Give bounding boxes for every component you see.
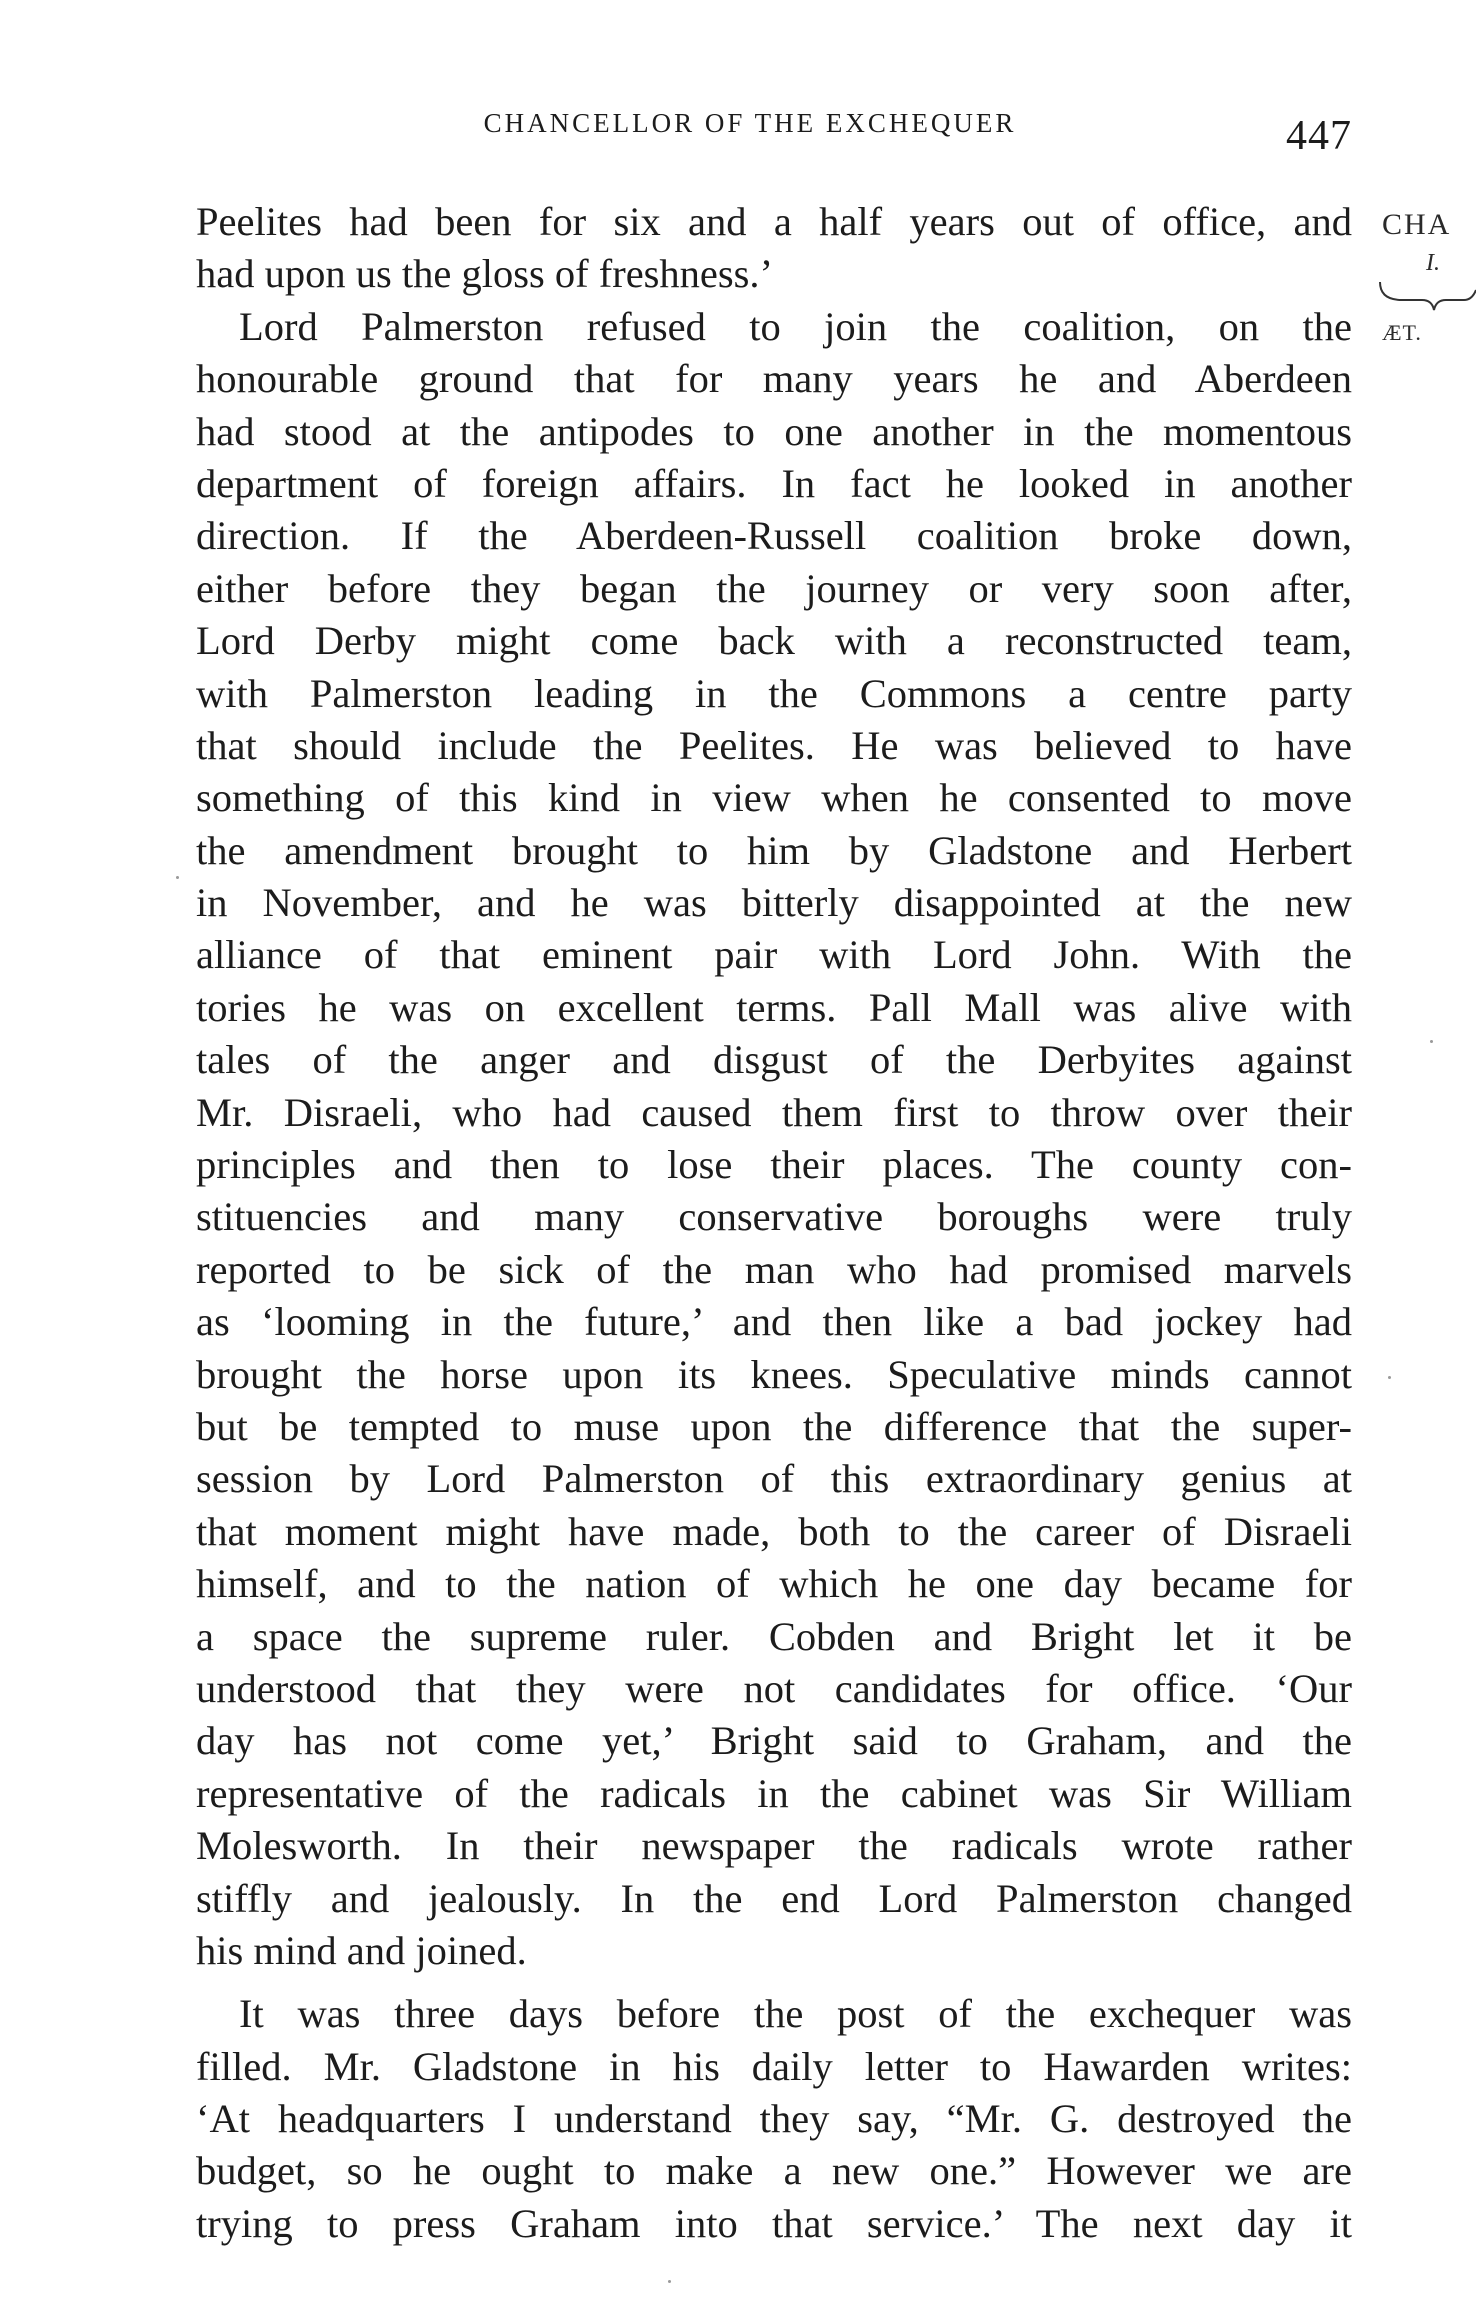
page-number: 447: [1286, 113, 1352, 159]
text-line: something of this kind in view when he consented to move: [196, 775, 1352, 821]
text-line: that moment might have made, both to the career of Disraeli: [196, 1508, 1352, 1554]
text-line: budget, so he ought to make a new one.” However we are: [196, 2148, 1352, 2194]
text-line: stituencies and many conservative boroughs were truly: [196, 1194, 1352, 1240]
running-title: CHANCELLOR OF THE EXCHEQUER: [483, 108, 1017, 138]
running-head: [196, 108, 1352, 168]
text-line: direction. If the Aberdeen-Russell coalition broke down,: [196, 513, 1352, 559]
text-line: either before they began the journey or very soon after,: [196, 565, 1352, 611]
text-line: in November, and he was bitterly disappointed at the new: [196, 880, 1352, 926]
margin-brace-icon: [1372, 280, 1476, 320]
text-line: stiffly and jealously. In the end Lord Palmerston changed: [196, 1875, 1352, 1921]
text-line: had upon us the gloss of freshness.’: [196, 251, 774, 297]
text-line: with Palmerston leading in the Commons a centre party: [196, 670, 1352, 716]
paper-speck: [1388, 1376, 1391, 1379]
text-line: reported to be sick of the man who had promised marvels: [196, 1246, 1352, 1292]
text-line: trying to press Graham into that service.’ The next day it: [196, 2200, 1352, 2246]
paper-speck: [668, 2280, 671, 2283]
margin-note-chapter: CHA: [1382, 208, 1452, 241]
paragraph-gap: [196, 1977, 1352, 1988]
text-line: his mind and joined.: [196, 1927, 527, 1973]
text-line: representative of the radicals in the cabinet was Sir William: [196, 1770, 1352, 1816]
text-line: Mr. Disraeli, who had caused them first to throw over their: [196, 1089, 1352, 1135]
text-line: filled. Mr. Gladstone in his daily letter to Hawarden writes:: [196, 2043, 1352, 2089]
paper-speck: [176, 876, 179, 879]
text-line: but be tempted to muse upon the difference that the super-: [196, 1403, 1352, 1449]
text-line: alliance of that eminent pair with Lord John. With the: [196, 932, 1352, 978]
margin-note-aet: ÆT.: [1382, 320, 1422, 345]
text-line: session by Lord Palmerston of this extraordinary genius at: [196, 1456, 1352, 1502]
text-line: ‘At headquarters I understand they say, “Mr. G. destroyed the: [196, 2096, 1352, 2142]
text-line: had stood at the antipodes to one another in the momentous: [196, 408, 1352, 454]
margin-note: [1372, 200, 1476, 380]
text-line: that should include the Peelites. He was believed to have: [196, 722, 1352, 768]
text-line: Lord Palmerston refused to join the coalition, on the: [239, 303, 1352, 349]
text-line: tories he was on excellent terms. Pall Mall was alive with: [196, 984, 1352, 1030]
text-line: Molesworth. In their newspaper the radicals wrote rather: [196, 1823, 1352, 1869]
text-line: brought the horse upon its knees. Speculative minds cannot: [196, 1351, 1352, 1397]
text-line: tales of the anger and disgust of the Derbyites against: [196, 1037, 1352, 1083]
text-line: department of foreign affairs. In fact he looked in another: [196, 460, 1352, 506]
text-line: understood that they were not candidates for office. ‘Our: [196, 1665, 1352, 1711]
text-line: It was three days before the post of the exchequer was: [239, 1991, 1352, 2037]
text-line: a space the supreme ruler. Cobden and Bright let it be: [196, 1613, 1352, 1659]
body-text: [196, 196, 1352, 2250]
text-line: himself, and to the nation of which he one day became for: [196, 1561, 1352, 1607]
text-line: as ‘looming in the future,’ and then like a bad jockey had: [196, 1299, 1352, 1345]
text-line: the amendment brought to him by Gladstone and Herbert: [196, 827, 1352, 873]
margin-note-number: I.: [1426, 250, 1440, 276]
paper-speck: [1430, 1040, 1433, 1043]
text-line: principles and then to lose their places. The county con-: [196, 1142, 1352, 1188]
text-line: Lord Derby might come back with a reconstructed team,: [196, 618, 1352, 664]
text-line: Peelites had been for six and a half years out of office, and: [196, 199, 1352, 244]
text-line: honourable ground that for many years he and Aberdeen: [196, 356, 1352, 402]
text-line: day has not come yet,’ Bright said to Graham, and the: [196, 1718, 1352, 1764]
